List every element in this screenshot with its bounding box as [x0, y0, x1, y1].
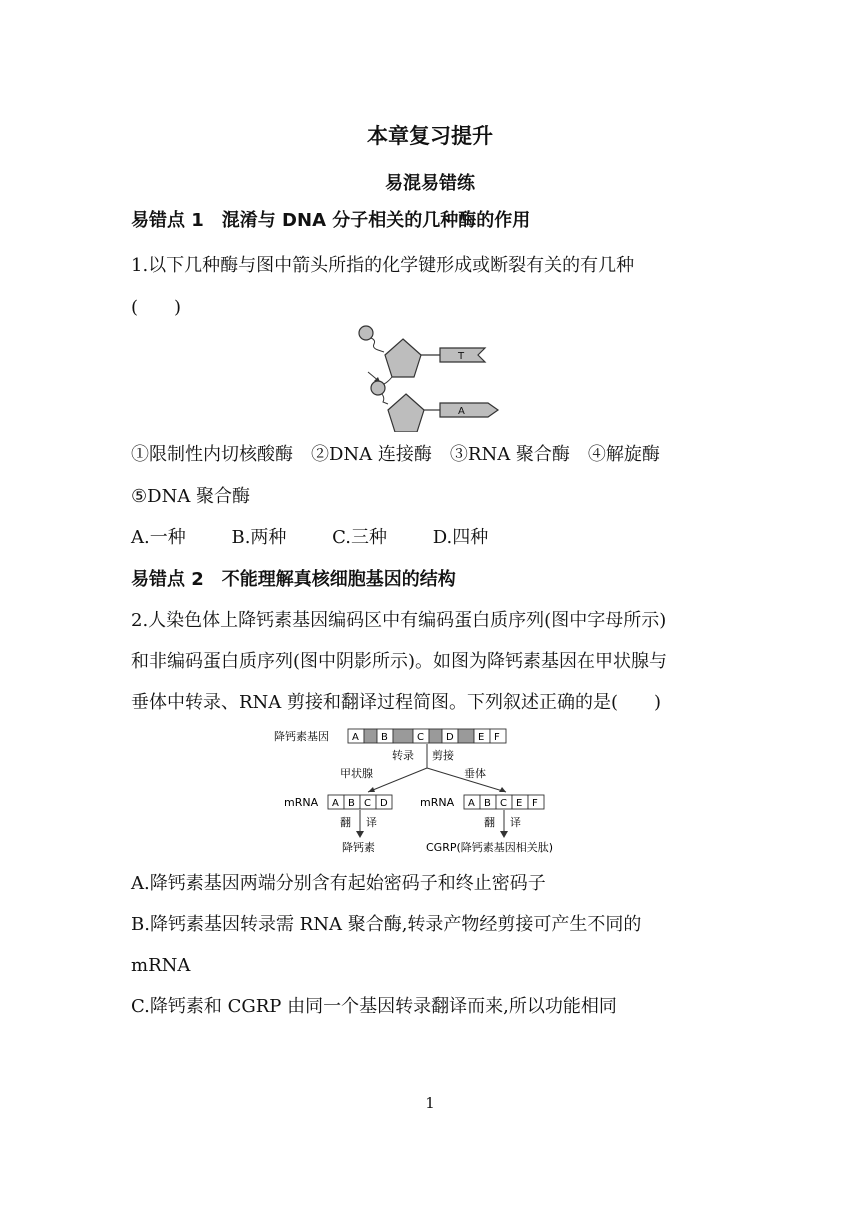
mrna-segment-label: C — [500, 798, 507, 809]
mrna-segment-label: D — [380, 798, 388, 809]
mrna-segment-label: B — [348, 798, 355, 809]
gene-segments — [348, 729, 506, 743]
question-1-answer-paren: ( ) — [131, 297, 182, 318]
mrna-segment-label: C — [364, 798, 371, 809]
gene-segment-label: B — [381, 732, 388, 743]
mrna-segment-label: A — [332, 798, 339, 809]
translate-char-1: 翻 — [484, 816, 495, 829]
base-a-label: A — [458, 406, 465, 417]
option-c: C.三种 — [332, 527, 388, 548]
translate-char-2: 译 — [510, 816, 521, 829]
nucleotide-diagram — [350, 322, 510, 432]
phosphoester-bond-bottom — [382, 394, 388, 404]
branch-arrow-left — [368, 768, 427, 792]
question-2-option-a: A.降钙素基因两端分别含有起始密码子和终止密码子 — [131, 873, 546, 894]
mrna-segment-label: F — [532, 798, 538, 809]
page-number: 1 — [425, 1094, 435, 1112]
phosphate-circle-top — [359, 326, 373, 340]
deoxyribose-pentagon-bottom — [388, 394, 424, 432]
splice-label: 剪接 — [432, 749, 454, 762]
transcribe-label: 转录 — [392, 749, 414, 762]
phosphodiester-bond — [384, 377, 392, 384]
option-b: B.两种 — [231, 527, 287, 548]
mrna-label-right: mRNA — [420, 796, 455, 809]
deoxyribose-pentagon-top — [385, 339, 421, 377]
base-a-shape — [440, 403, 498, 417]
gene-segment-label: E — [478, 732, 485, 743]
gene-segment-label: D — [446, 732, 454, 743]
question-2-option-b-line-1: B.降钙素基因转录需 RNA 聚合酶,转录产物经剪接可产生不同的 — [131, 914, 642, 935]
question-2-stem-line-2: 和非编码蛋白质序列(图中阴影所示)。如图为降钙素基因在甲状腺与 — [131, 651, 668, 672]
right-mrna-segments — [464, 795, 544, 809]
gene-intron — [429, 729, 442, 743]
phosphate-circle-bottom — [371, 381, 385, 395]
arrow-head-icon — [500, 831, 508, 838]
gene-segment-label: A — [352, 732, 359, 743]
question-1-enzymes-line-2: ⑤DNA 聚合酶 — [131, 486, 251, 507]
base-t-label: T — [458, 351, 465, 362]
translate-char-1: 翻 — [340, 816, 351, 829]
left-mrna-segments — [328, 795, 392, 809]
right-product-label: CGRP(降钙素基因相关肽) — [426, 841, 554, 854]
question-2-stem-line-1: 2.人染色体上降钙素基因编码区中有编码蛋白质序列(图中字母所示) — [131, 610, 667, 631]
error-point-1-heading: 易错点 1 混淆与 DNA 分子相关的几种酶的作用 — [131, 210, 531, 231]
question-2-option-c: C.降钙素和 CGRP 由同一个基因转录翻译而来,所以功能相同 — [131, 996, 617, 1017]
option-a: A.一种 — [131, 527, 186, 548]
page-title: 本章复习提升 — [367, 124, 493, 148]
arrow-head-icon — [499, 787, 506, 792]
question-1-stem: 1.以下几种酶与图中箭头所指的化学键形成或断裂有关的有几种 — [131, 255, 635, 276]
mrna-segment-label: A — [468, 798, 475, 809]
left-tissue-label: 甲状腺 — [340, 767, 373, 780]
gene-segment-label: C — [417, 732, 424, 743]
gene-intron — [458, 729, 474, 743]
gene-segment-label: F — [494, 732, 500, 743]
right-tissue-label: 垂体 — [464, 767, 486, 780]
phosphoester-bond-top — [371, 338, 384, 352]
mrna-segment-label: B — [484, 798, 491, 809]
gene-splicing-diagram — [270, 726, 570, 860]
option-d: D.四种 — [432, 527, 489, 548]
arrow-head-icon — [356, 831, 364, 838]
gene-intron — [393, 729, 413, 743]
arrow-head-icon — [368, 787, 375, 792]
mrna-segment-label: E — [516, 798, 523, 809]
gene-label: 降钙素基因 — [274, 730, 329, 743]
gene-intron — [364, 729, 377, 743]
section-subtitle: 易混易错练 — [385, 173, 475, 194]
question-2-stem-line-3: 垂体中转录、RNA 剪接和翻译过程简图。下列叙述正确的是( ) — [131, 692, 662, 713]
mrna-label-left: mRNA — [284, 796, 319, 809]
translate-char-2: 译 — [366, 816, 377, 829]
question-2-option-b-line-2: mRNA — [131, 955, 191, 976]
error-point-2-heading: 易错点 2 不能理解真核细胞基因的结构 — [131, 569, 456, 590]
question-1-enzymes-line-1: ①限制性内切核酸酶 ②DNA 连接酶 ③RNA 聚合酶 ④解旋酶 — [131, 444, 660, 465]
left-product-label: 降钙素 — [342, 841, 375, 854]
question-1-options — [131, 526, 528, 550]
